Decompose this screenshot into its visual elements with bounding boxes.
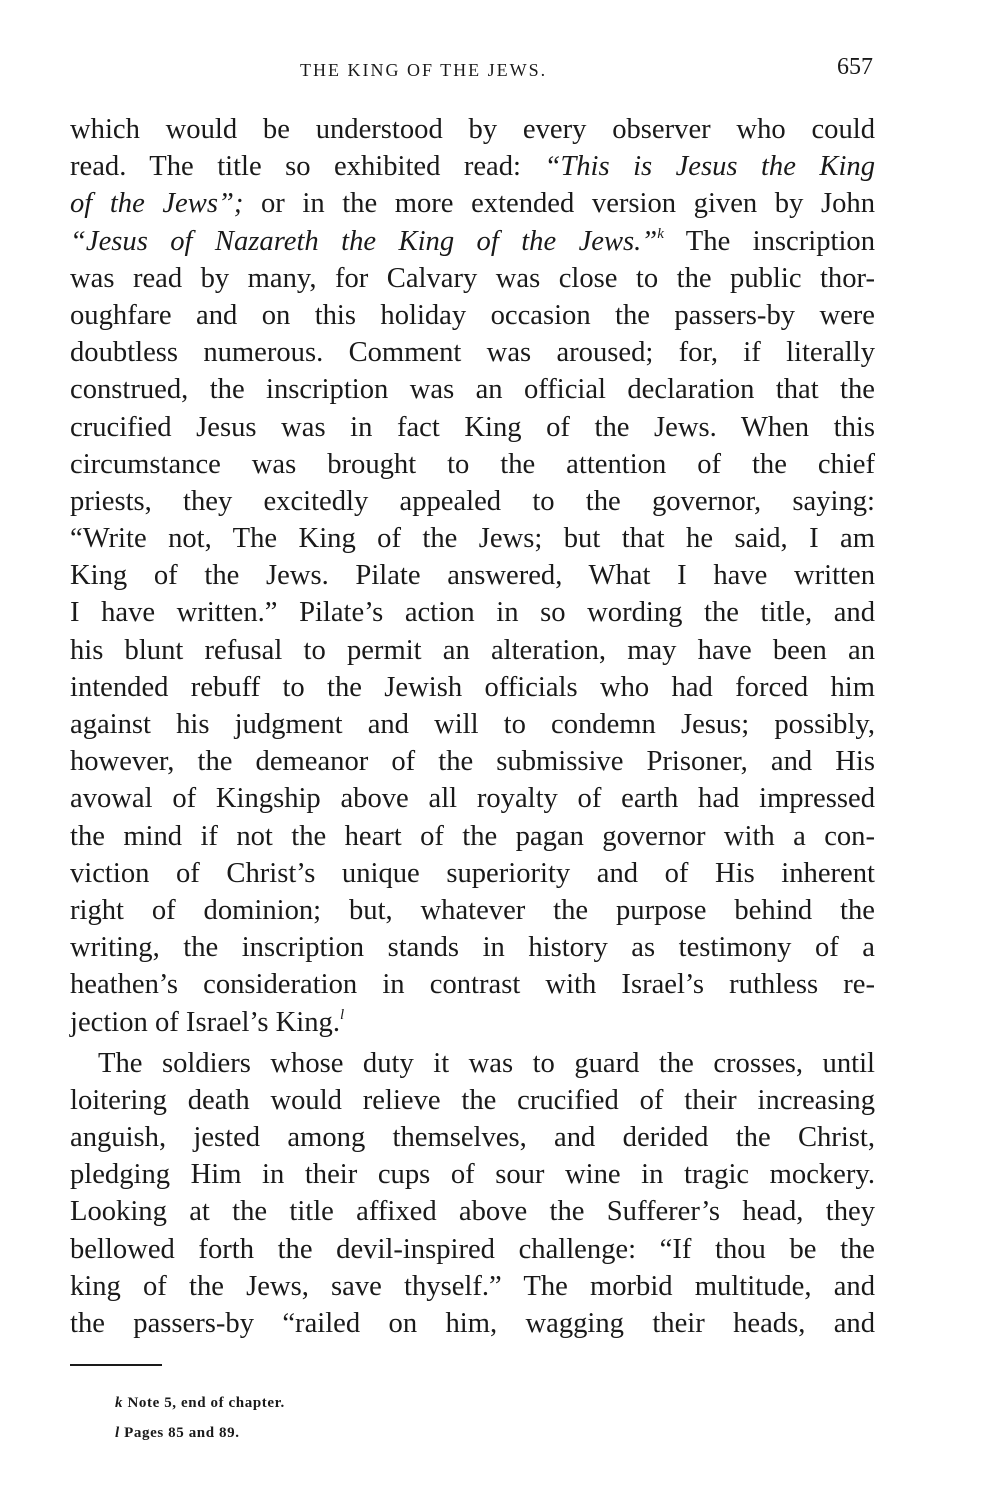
- text-line: the passers-by “railed on him, wagging their heads, and: [70, 1308, 875, 1339]
- text-line: his blunt refusal to permit an alteration, may have been an: [70, 634, 875, 666]
- italic-quote: “This is Jesus the King: [544, 151, 875, 183]
- text-line: right of dominion; but, whatever the purpose behind the: [70, 894, 875, 926]
- text-line: “Write not, The King of the Jews; but that he said, I am: [70, 523, 875, 555]
- page-number: 657: [837, 54, 873, 80]
- footnote-mark: l: [115, 1425, 120, 1441]
- text-line: against his judgment and will to condemn Jesus; possibly,: [70, 709, 875, 740]
- text-line: “Jesus of Nazareth the King of the Jews.”$^k$ The inscription: [70, 225, 875, 257]
- text-line: avowal of Kingship above all royalty of earth had impressed: [70, 783, 875, 815]
- footnote: k Note 5, end of chapter.: [115, 1395, 285, 1411]
- text-line: however, the demeanor of the submissive Prisoner, and His: [70, 746, 875, 778]
- text-line: intended rebuff to the Jewish officials who had forced him: [70, 671, 875, 703]
- page-header: [70, 54, 875, 90]
- footnote-mark: k: [115, 1395, 124, 1411]
- text-line: heathen’s consideration in contrast with Israel’s ruthless re-: [70, 969, 875, 1001]
- italic-quote: “Jesus of Nazareth the King of the Jews.”: [70, 225, 658, 257]
- text-line: king of the Jews, save thyself.” The morbid multitude, and: [70, 1270, 875, 1302]
- text-line: bellowed forth the devil-inspired challenge: “If thou be the: [70, 1233, 875, 1265]
- text-line: priests, they excitedly appealed to the governor, saying:: [70, 485, 875, 517]
- body-text: [70, 111, 875, 1342]
- text-line: I have written.” Pilate’s action in so wording the title, and: [70, 597, 875, 629]
- text-line: circumstance was brought to the attention of the chief: [70, 448, 875, 480]
- running-head: THE KING OF THE JEWS.: [300, 60, 548, 80]
- text-line: writing, the inscription stands in history as testimony of a: [70, 932, 875, 964]
- text-line: construed, the inscription was an official declaration that the: [70, 374, 875, 406]
- text-line: crucified Jesus was in fact King of the Jews. When this: [70, 411, 875, 443]
- text-line: jection of Israel’s King.$^l$: [70, 1006, 345, 1038]
- text-line: oughfare and on this holiday occasion the passers-by were: [70, 299, 875, 331]
- footnotes: [115, 1388, 285, 1448]
- text-line: pledging Him in their cups of sour wine in tragic mockery.: [70, 1159, 875, 1191]
- text-line: of the Jews”; or in the more extended version given by John: [70, 188, 875, 220]
- text-line: which would be understood by every observer who could: [70, 114, 875, 145]
- text-line: anguish, jested among themselves, and derided the Christ,: [70, 1122, 875, 1154]
- text-line: viction of Christ’s unique superiority and of His inherent: [70, 857, 875, 889]
- footnote-rule: [70, 1364, 162, 1366]
- paragraph-1: [70, 111, 875, 1041]
- text-line: read. The title so exhibited read: “This is Jesus the King: [70, 151, 875, 183]
- text-line: loitering death would relieve the crucified of their increasing: [70, 1084, 875, 1116]
- text-line: the mind if not the heart of the pagan governor with a con-: [70, 820, 875, 852]
- footnote: l Pages 85 and 89.: [115, 1425, 240, 1441]
- italic-quote: of the Jews”;: [70, 188, 244, 220]
- text-line: was read by many, for Calvary was close to the public thor-: [70, 262, 875, 294]
- text-line: King of the Jews. Pilate answered, What I have written: [70, 560, 875, 592]
- footnote-ref-l: l: [339, 1006, 345, 1023]
- text-line: Looking at the title affixed above the Sufferer’s head, they: [70, 1196, 875, 1228]
- footnote-ref-k: k: [657, 225, 664, 242]
- paragraph-2: [70, 1045, 875, 1343]
- text-line: doubtless numerous. Comment was aroused; for, if literally: [70, 337, 875, 369]
- text-line: The soldiers whose duty it was to guard the crosses, until: [98, 1047, 875, 1079]
